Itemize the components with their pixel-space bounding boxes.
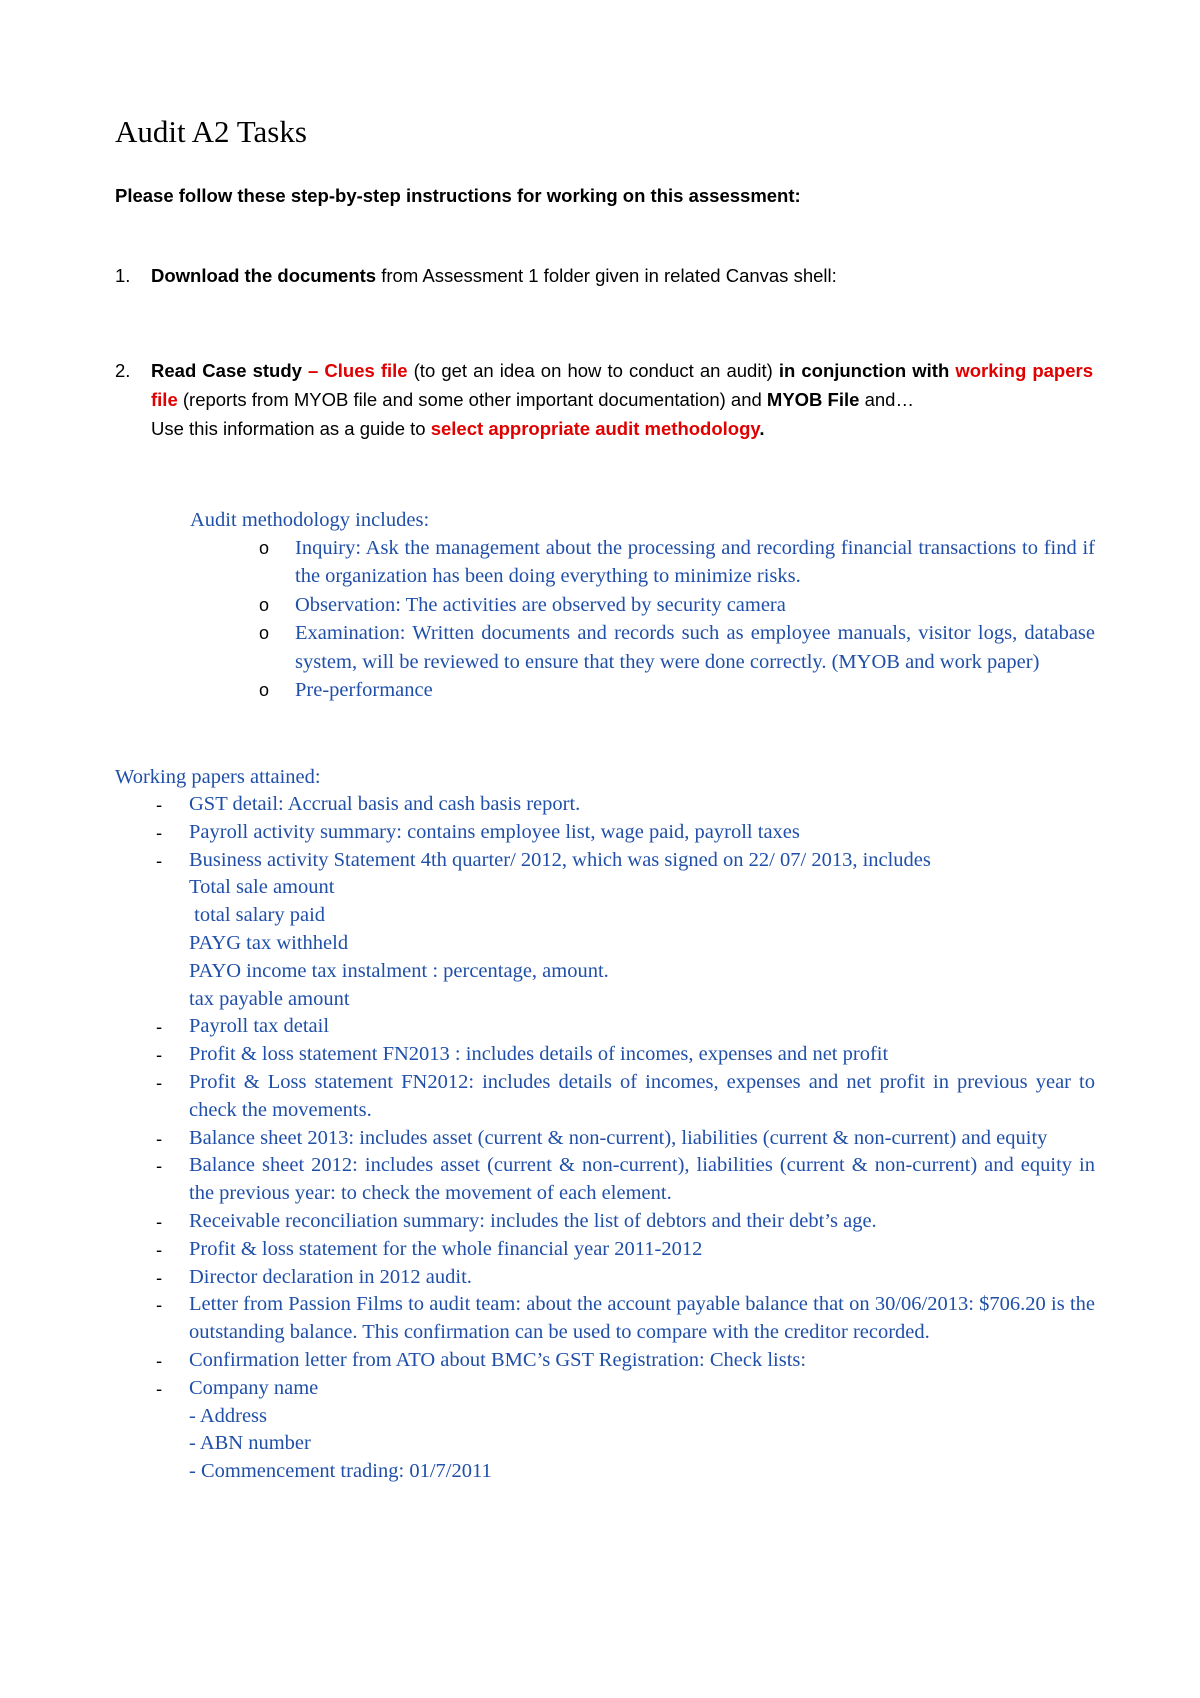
list-item: - Balance sheet 2013: includes asset (current & non-current), liabilities (current & non-current) and equity (115, 1125, 1095, 1153)
dash-bullet-icon: - (156, 1294, 163, 1316)
step-2-working-papers: working papers file (151, 360, 1093, 410)
methodology-heading: Audit methodology includes: (190, 509, 430, 531)
dash-bullet-icon: - (156, 1349, 163, 1371)
dash-bullet-icon: - (156, 1377, 163, 1399)
step-2-myob-file: MYOB File (766, 389, 860, 410)
list-item: - Balance sheet 2012: includes asset (current & non-current), liabilities (current & non-current) and equity in the previous year: to check the movement of each element. (156, 1154, 1095, 1205)
list-item: - Confirmation letter from ATO about BMC’s GST Registration: Check lists: (115, 1347, 1095, 1375)
bas-subline: Total sale amount (189, 876, 335, 899)
bullet-o-icon: o (259, 594, 270, 615)
dash-bullet-icon: - (156, 1127, 163, 1149)
list-item: - Profit & loss statement for the whole financial year 2011-2012 (115, 1236, 1095, 1264)
methodology-list (255, 534, 1095, 704)
bas-subline: total salary paid (189, 904, 326, 927)
intro-text: Please follow these step-by-step instructions for working on this assessment: (115, 185, 801, 206)
step-2-number: 2. (115, 360, 131, 381)
step-1-bold: Download the documents (151, 265, 377, 286)
company-subline: - Commencement trading: 01/7/2011 (189, 1460, 492, 1483)
dash-bullet-icon: - (156, 1238, 163, 1260)
dash-bullet-icon: - (156, 794, 163, 815)
working-papers-list (115, 791, 1095, 1486)
step-2-paren: (to get an idea on how to conduct an audit) (407, 360, 779, 381)
methodology-item: o Inquiry: Ask the management about the processing and recording financial transactions to find if the organization has been doing everything to minimize risks. (255, 534, 1095, 591)
bullet-o-icon: o (259, 623, 270, 644)
dash-bullet-icon: - (156, 1071, 163, 1093)
bas-subline: PAYO income tax instalment : percentage, amount. (189, 959, 609, 982)
step-2-and: and… (859, 389, 914, 410)
dash-bullet-icon: - (156, 1210, 163, 1232)
step-2-guide: Use this information as a guide to (151, 418, 431, 439)
dash-bullet-icon: - (156, 1266, 163, 1288)
step-1-text (151, 261, 1093, 290)
step-1-number: 1. (115, 265, 131, 286)
bullet-o-icon: o (259, 680, 270, 701)
company-subline: - Address (189, 1404, 268, 1427)
step-2-methodology: select appropriate audit methodology (430, 418, 760, 439)
list-item: - Payroll activity summary: contains employee list, wage paid, payroll taxes (115, 819, 1095, 847)
list-item: - Profit & loss statement FN2013 : includes details of incomes, expenses and net profit (115, 1041, 1095, 1069)
methodology-item: o Pre-performance (255, 676, 1095, 704)
bullet-o-icon: o (259, 538, 270, 558)
step-2-text (151, 356, 1093, 443)
list-item: - Payroll tax detail (115, 1013, 1095, 1041)
dash-bullet-icon: - (156, 849, 163, 871)
list-item: - Director declaration in 2012 audit. (115, 1264, 1095, 1292)
methodology-item: o Observation: The activities are observed by security camera (255, 591, 1095, 619)
list-item: - Receivable reconciliation summary: includes the list of debtors and their debt’s age. (115, 1208, 1095, 1236)
dash-bullet-icon: - (156, 1016, 163, 1038)
page-title: Audit A2 Tasks (115, 114, 307, 149)
step-2-reports: (reports from MYOB file and some other important documentation) and (177, 389, 762, 410)
dash-bullet-icon: - (156, 1155, 163, 1177)
dash-bullet-icon: - (156, 821, 163, 843)
bas-subline: PAYG tax withheld (189, 931, 349, 954)
list-item: - Letter from Passion Films to audit team: about the account payable balance that on 30/06/2013: $706.20 is the outstanding balance. This confirmation can be used to compare with the creditor recorded. (156, 1293, 1095, 1344)
step-2-clues-file: – Clues file (308, 360, 408, 381)
list-item: - Business activity Statement 4th quarter/ 2012, which was signed on 22/ 07/ 2013, includes Total sale amount total salary paid PAYG tax withheld PAYO income tax instalment : percentage, amount. tax payable amount (115, 847, 1095, 1014)
step-1-rest: from Assessment 1 folder given in related Canvas shell: (376, 265, 837, 286)
company-subline: - ABN number (189, 1432, 311, 1455)
methodology-item: o Examination: Written documents and records such as employee manuals, visitor logs, database system, will be reviewed to ensure that they were done correctly. (MYOB and work paper) (255, 619, 1095, 676)
list-item: - Profit & Loss statement FN2012: includes details of incomes, expenses and net profit in previous year to check the movements. (156, 1070, 1095, 1121)
step-2-period: . (759, 418, 765, 439)
step-2-conjunction: in conjunction with (778, 360, 950, 381)
list-item: - GST detail: Accrual basis and cash basis report. (115, 791, 1095, 819)
list-item: - Company name - Address - ABN number - Commencement trading: 01/7/2011 (115, 1375, 1095, 1486)
dash-bullet-icon: - (156, 1044, 163, 1066)
working-papers-heading: Working papers attained: (115, 766, 321, 788)
step-2-read-case: Read Case study (151, 360, 309, 381)
bas-subline: tax payable amount (189, 987, 350, 1010)
step-2-guide-line (151, 414, 1093, 443)
